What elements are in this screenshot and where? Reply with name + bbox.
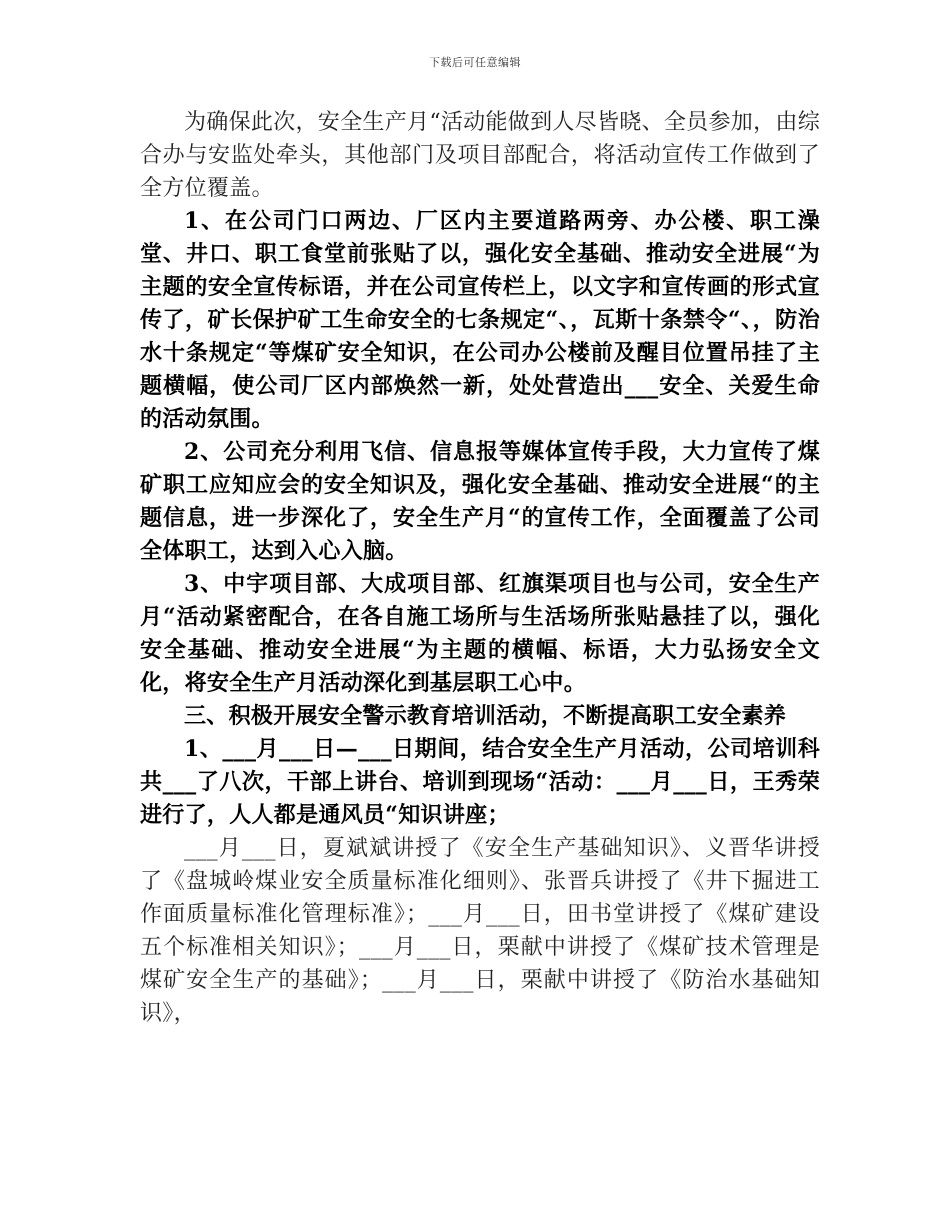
- paragraph-item-3: 3、中宇项目部、大成项目部、红旗渠项目也与公司，安全生产月“活动紧密配合，在各自施工场所与生活场所张贴悬挂了以，强化安全基础、推动安全进展“为主题的横幅、标语，大力弘扬安全文化，将安全生产月活动深化到基层职工心中。: [140, 571, 820, 696]
- paragraph-training-schedule: ___月___日，夏斌斌讲授了《安全生产基础知识》、义晋华讲授了《盘城岭煤业安全质量标准化细则》、张晋兵讲授了《井下掘进工作面质量标准化管理标准》；___月___日，田书堂讲授了《煤矿建设五个标准相关知识》；___月___日，栗献中讲授了《煤矿技术管理是煤矿安全生产的基础》；___月___日，栗献中讲授了《防治水基础知识》，: [140, 836, 820, 1026]
- section-heading-3: 三、积极开展安全警示教育培训活动，不断提高职工安全素养: [184, 703, 787, 729]
- document-body: [140, 106, 820, 1030]
- paragraph-training-1: 1、___月___日—___日期间，结合安全生产月活动，公司培训科共___了八次，干部上讲台、培训到现场“活动：___月___日，王秀荣进行了，人人都是通风员“知识讲座；: [140, 736, 820, 828]
- page-header: 下载后可任意编辑: [429, 56, 521, 69]
- paragraph-item-1: 1、在公司门口两边、厂区内主要道路两旁、办公楼、职工澡堂、井口、职工食堂前张贴了以，强化安全基础、推动安全进展“为主题的安全宣传标语，并在公司宣传栏上，以文字和宣传画的形式宣传了，矿长保护矿工生命安全的七条规定“、，瓦斯十条禁令“、，防治水十条规定“等煤矿安全知识，在公司办公楼前及醒目位置吊挂了主题横幅，使公司厂区内部焕然一新，处处营造出___安全、关爱生命的活动氛围。: [140, 208, 820, 432]
- paragraph-item-2: 2、公司充分利用飞信、信息报等媒体宣传手段，大力宣传了煤矿职工应知应会的安全知识及，强化安全基础、推动安全进展“的主题信息，进一步深化了，安全生产月“的宣传工作，全面覆盖了公司全体职工，达到入心入脑。: [140, 439, 820, 564]
- paragraph-intro: 为确保此次，安全生产月“活动能做到人尽皆晓、全员参加，由综合办与安监处牵头，其他部门及项目部配合，将活动宣传工作做到了全方位覆盖。: [140, 110, 820, 201]
